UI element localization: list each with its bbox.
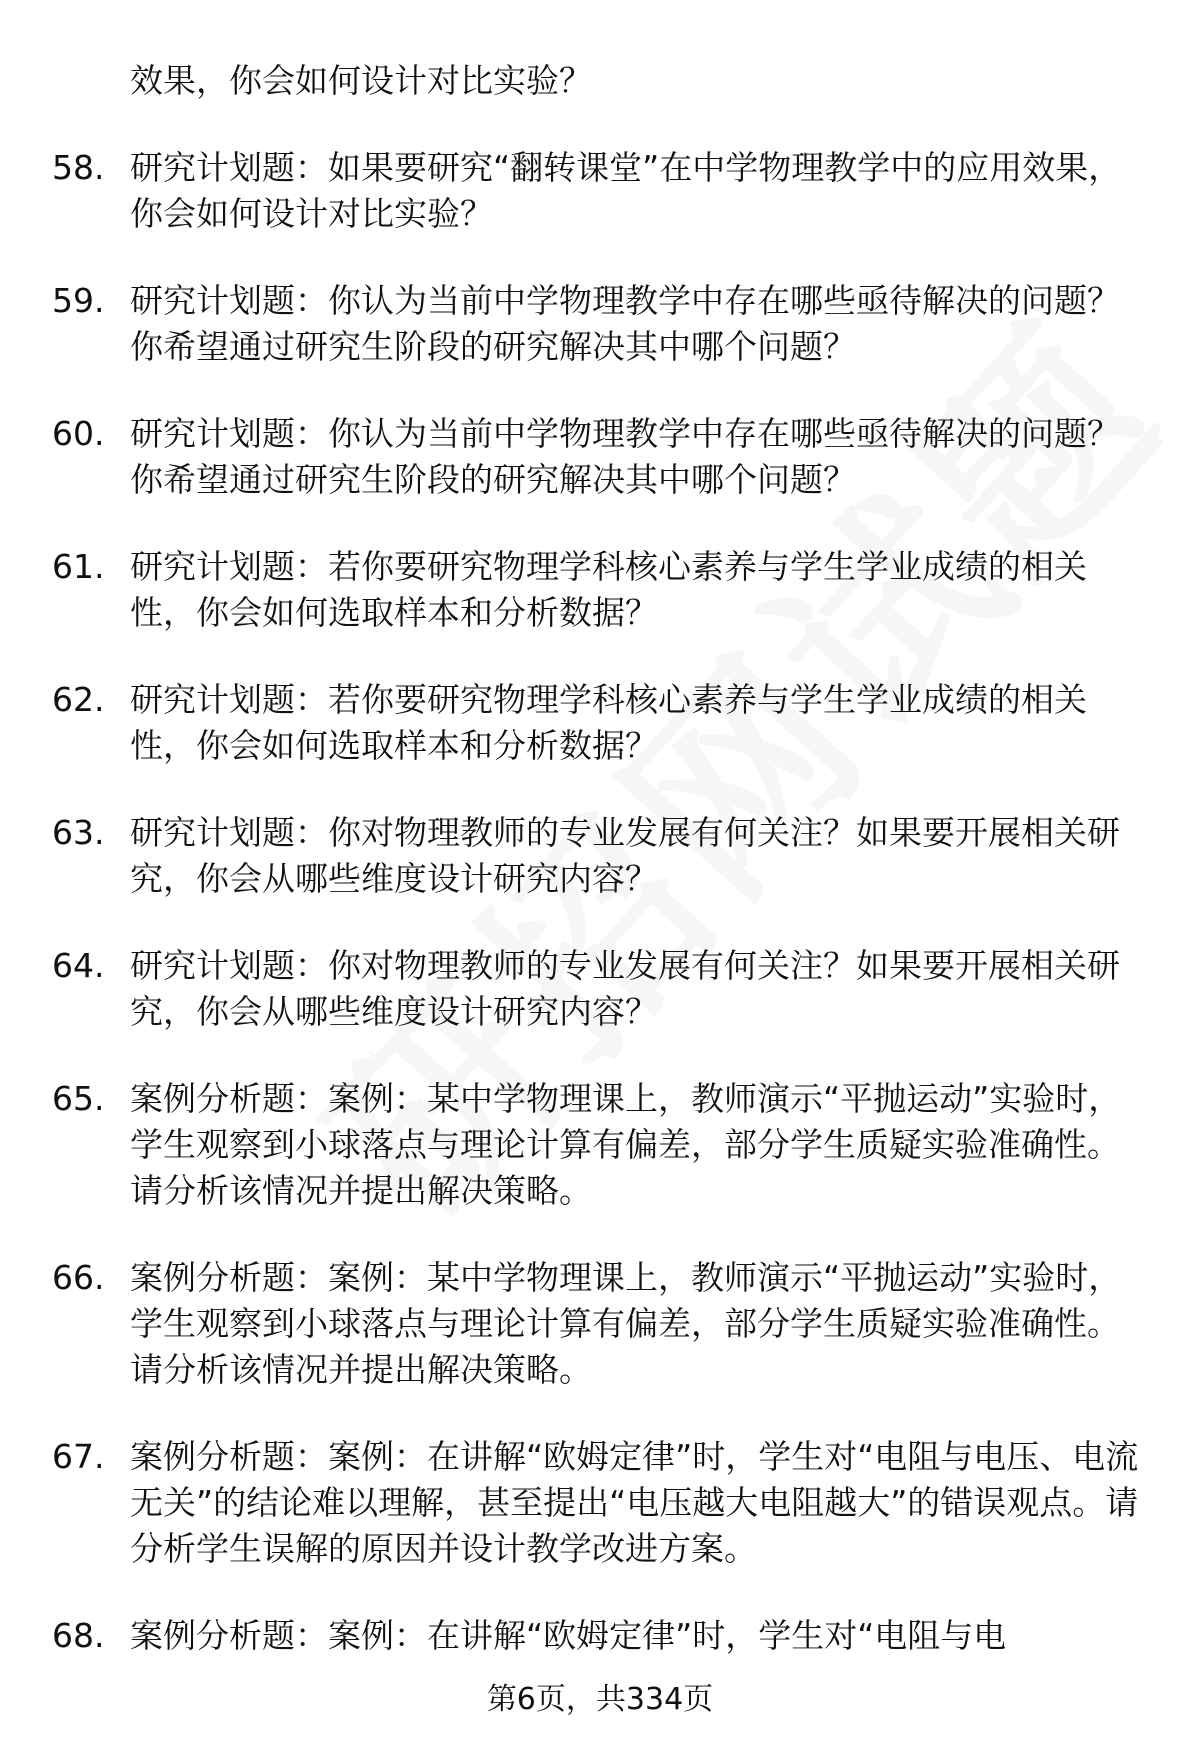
question-item: [0, 810, 1200, 902]
question-number: 60.: [52, 414, 105, 453]
question-item: [0, 943, 1200, 1035]
question-text: 案例分析题：案例：某中学物理课上，教师演示“平抛运动”实验时，学生观察到小球落点与理论计算有偏差，部分学生质疑实验准确性。请分析该情况并提出解决策略。: [130, 1258, 1122, 1389]
question-number: 68.: [52, 1616, 105, 1655]
page-footer: 第6页，共334页: [486, 1682, 714, 1717]
question-number: 58.: [52, 148, 105, 187]
question-number: 66.: [52, 1258, 105, 1297]
question-item: [0, 1255, 1200, 1393]
question-item: [0, 677, 1200, 769]
question-text: 研究计划题：你认为当前中学物理教学中存在哪些亟待解决的问题？你希望通过研究生阶段的研究解决其中哪个问题？: [130, 414, 1120, 499]
question-text: 研究计划题：若你要研究物理学科核心素养与学生学业成绩的相关性，你会如何选取样本和分析数据？: [130, 680, 1087, 765]
continued-question-text: 效果，你会如何设计对比实验？: [130, 61, 592, 100]
question-number: 62.: [52, 680, 105, 719]
question-text: 研究计划题：若你要研究物理学科核心素养与学生学业成绩的相关性，你会如何选取样本和分析数据？: [130, 547, 1087, 632]
question-text: 研究计划题：你对物理教师的专业发展有何关注？如果要开展相关研究，你会从哪些维度设计研究内容？: [130, 813, 1120, 898]
question-text: 研究计划题：如果要研究“翻转课堂”在中学物理教学中的应用效果，你会如何设计对比实验？: [130, 148, 1122, 233]
question-number: 64.: [52, 946, 105, 985]
question-number: 65.: [52, 1079, 105, 1118]
question-item: [0, 145, 1200, 237]
question-item: [0, 411, 1200, 503]
question-list: [0, 58, 1200, 1700]
question-text: 研究计划题：你认为当前中学物理教学中存在哪些亟待解决的问题？你希望通过研究生阶段的研究解决其中哪个问题？: [130, 281, 1120, 366]
question-item: [0, 1613, 1200, 1659]
question-number: 61.: [52, 547, 105, 586]
question-text: 案例分析题：案例：在讲解“欧姆定律”时，学生对“电阻与电: [130, 1616, 1007, 1655]
question-item: [0, 1076, 1200, 1214]
question-number: 63.: [52, 813, 105, 852]
question-number: 67.: [52, 1437, 105, 1476]
question-item: [0, 1434, 1200, 1572]
question-text: 研究计划题：你对物理教师的专业发展有何关注？如果要开展相关研究，你会从哪些维度设计研究内容？: [130, 946, 1120, 1031]
question-number: 59.: [52, 281, 105, 320]
question-text: 案例分析题：案例：在讲解“欧姆定律”时，学生对“电阻与电压、电流无关”的结论难以理解，甚至提出“电压越大电阻越大”的错误观点。请分析学生误解的原因并设计教学改进方案。: [130, 1437, 1139, 1568]
question-text: 案例分析题：案例：某中学物理课上，教师演示“平抛运动”实验时，学生观察到小球落点与理论计算有偏差，部分学生质疑实验准确性。请分析该情况并提出解决策略。: [130, 1079, 1122, 1210]
question-item: [0, 544, 1200, 636]
question-item: [0, 278, 1200, 370]
